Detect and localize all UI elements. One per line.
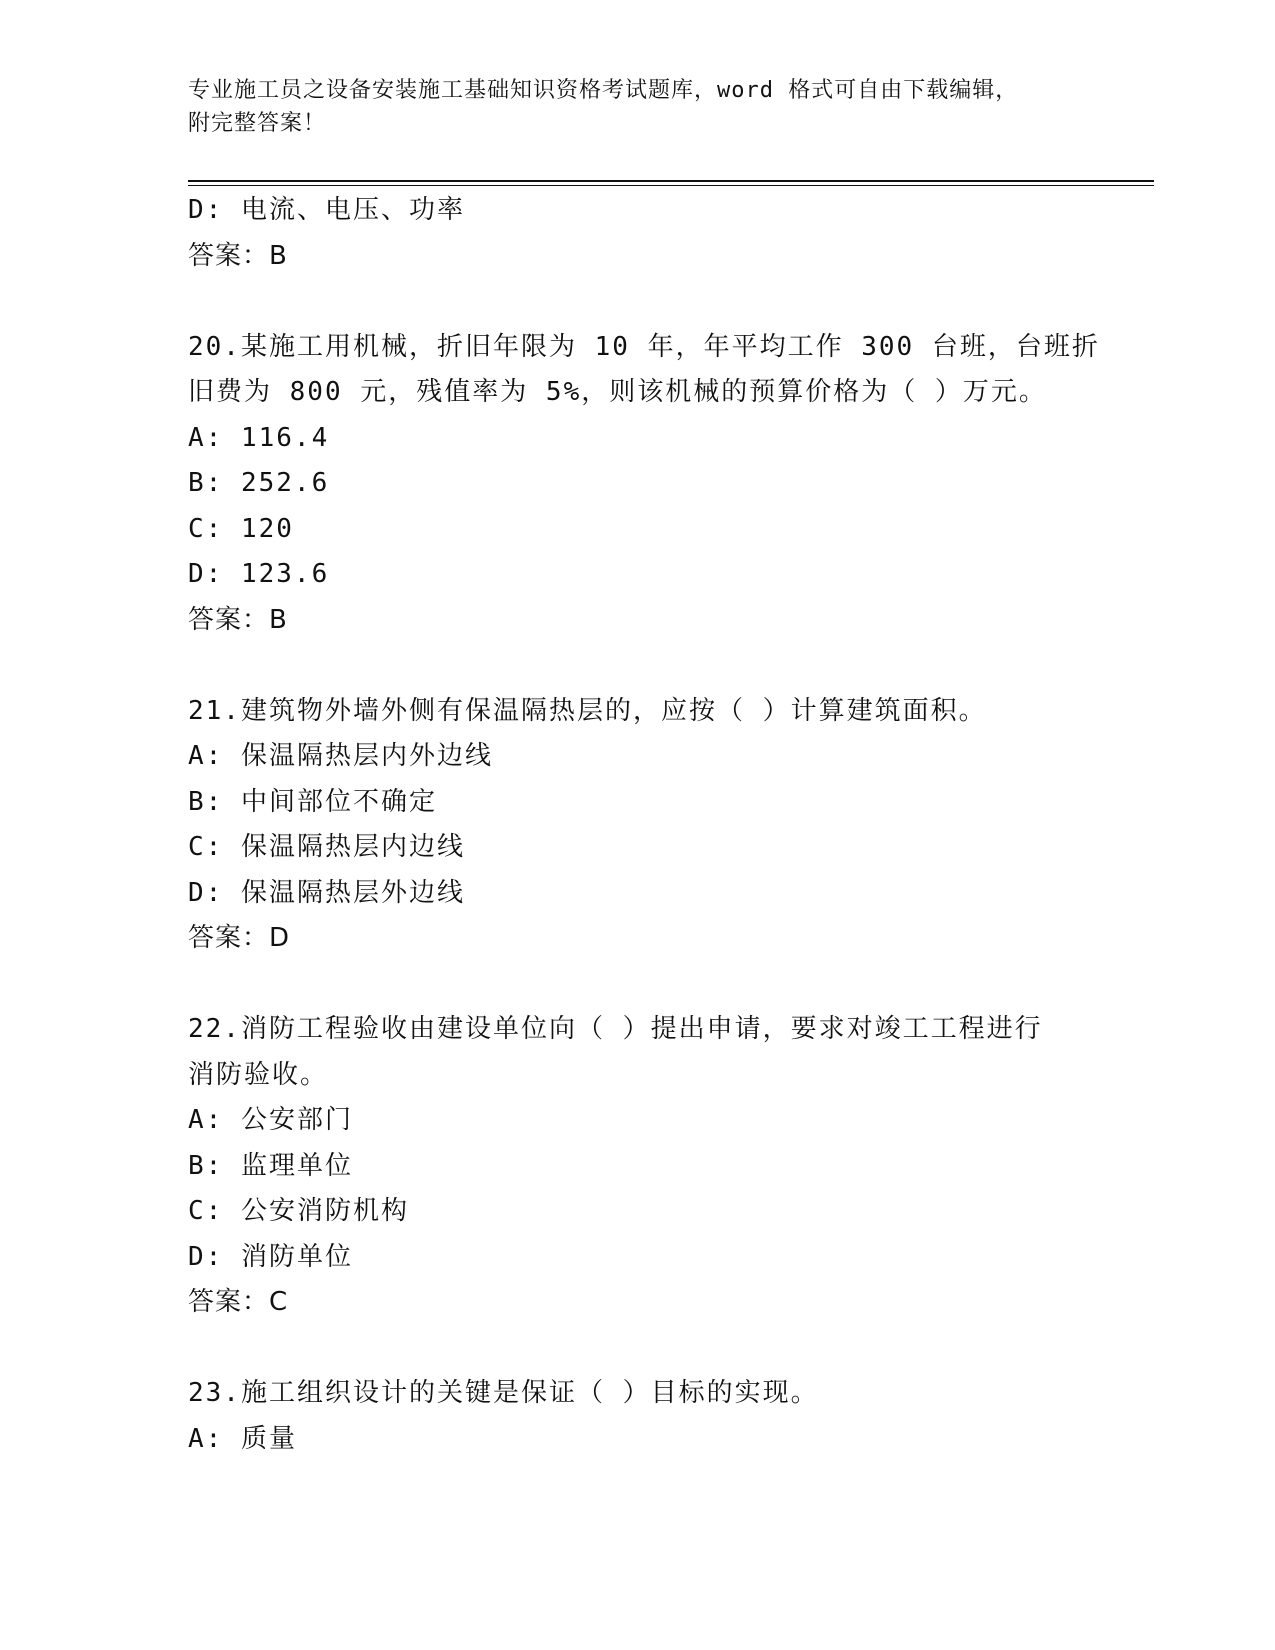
header-rule-thick [188, 180, 1154, 182]
option-b: B: 中间部位不确定 [188, 786, 437, 817]
answer: 答案：D [188, 923, 291, 953]
answer: 答案：C [188, 1287, 289, 1317]
option-a: A: 质量 [188, 1423, 297, 1454]
question-text-line: 20.某施工用机械，折旧年限为 10 年，年平均工作 300 台班，台班折 [188, 331, 1100, 362]
spacer [188, 962, 1088, 1008]
option-d: D: 保温隔热层外边线 [188, 877, 465, 908]
spacer [188, 643, 1088, 689]
document-header [188, 74, 1088, 140]
question-23 [188, 1371, 1088, 1462]
question-19-continuation [188, 188, 1088, 279]
option-c: C: 保温隔热层内边线 [188, 832, 465, 862]
question-text-line: 22.消防工程验收由建设单位向（ ）提出申请，要求对竣工工程进行 [188, 1014, 1043, 1044]
header-line-1: 专业施工员之设备安装施工基础知识资格考试题库，word 格式可自由下载编辑， [188, 78, 1019, 103]
answer: 答案：B [188, 604, 288, 635]
question-22 [188, 1007, 1088, 1326]
question-21 [188, 689, 1088, 962]
option-a: A: 保温隔热层内外边线 [188, 741, 493, 771]
option-a: A: 116.4 [188, 422, 330, 453]
header-rule-thin [188, 185, 1154, 186]
question-text-line: 23.施工组织设计的关键是保证（ ）目标的实现。 [188, 1378, 819, 1408]
option-b: B: 监理单位 [188, 1150, 353, 1181]
answer: 答案：B [188, 240, 288, 271]
option-c: C: 公安消防机构 [188, 1196, 409, 1226]
question-text-line: 21.建筑物外墙外侧有保温隔热层的，应按（ ）计算建筑面积。 [188, 695, 987, 726]
option-d: D: 消防单位 [188, 1241, 353, 1272]
spacer [188, 1326, 1088, 1372]
option-d: D: 电流、电压、功率 [188, 195, 465, 225]
option-b: B: 252.6 [188, 468, 330, 498]
header-line-2: 附完整答案！ [188, 111, 327, 136]
question-text-line: 旧费为 800 元，残值率为 5%，则该机械的预算价格为（ ）万元。 [188, 377, 1047, 407]
spacer [188, 279, 1088, 325]
option-c: C: 120 [188, 513, 294, 544]
question-20 [188, 325, 1100, 644]
option-a: A: 公安部门 [188, 1105, 353, 1135]
option-d: D: 123.6 [188, 559, 330, 589]
question-text-line: 消防验收。 [188, 1059, 329, 1090]
question-list [188, 188, 1100, 1462]
